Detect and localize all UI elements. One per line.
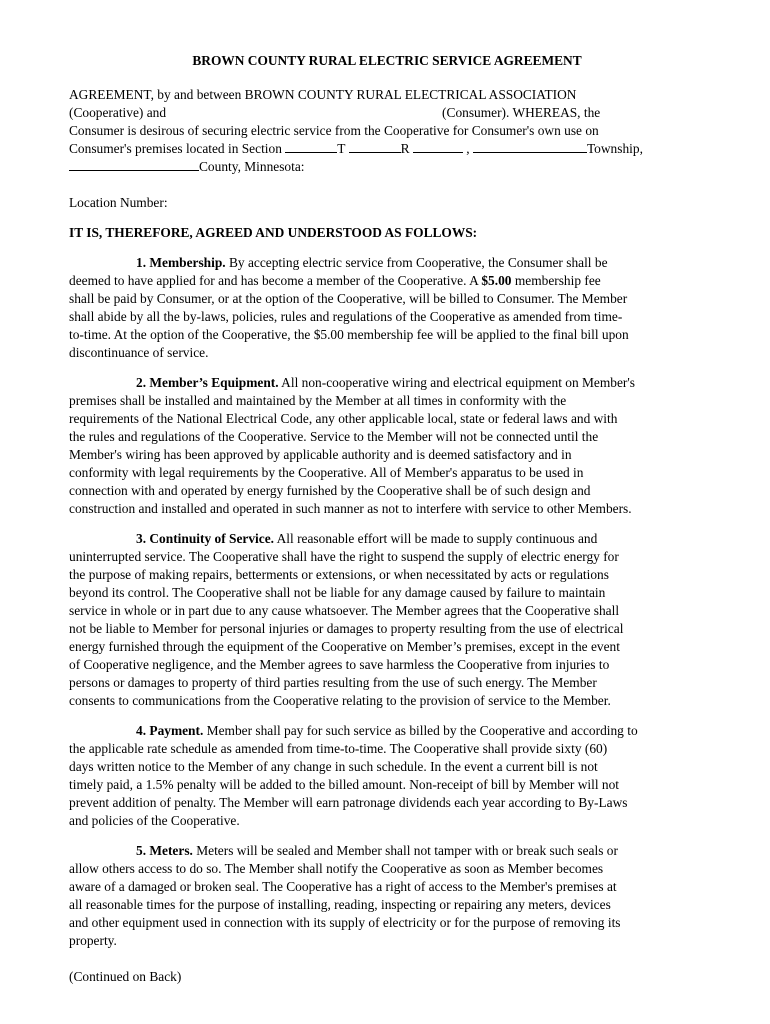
section-line: shall be paid by Consumer, or at the option of the Cooperative, will be billed to Consumer. The Member bbox=[69, 291, 628, 306]
section-line: aware of a damaged or broken seal. The Cooperative has a right of access to the Member's premises at bbox=[69, 879, 617, 894]
section-line: the purpose of making repairs, betterments or extensions, or when necessitated by acts or regulations bbox=[69, 567, 609, 582]
continued-on-back-note: (Continued on Back) bbox=[69, 969, 182, 984]
agreement-page bbox=[69, 52, 705, 986]
section-line: and policies of the Cooperative. bbox=[69, 813, 240, 828]
section-line: days written notice to the Member of any change in such schedule. In the event a current bill is not bbox=[69, 759, 598, 774]
section-line: 1. Membership. By accepting electric service from Cooperative, the Consumer shall be bbox=[136, 255, 608, 270]
section-line: 4. Payment. Member shall pay for such service as billed by the Cooperative and according to bbox=[136, 723, 638, 738]
section-line: deemed to have applied for and has become a member of the Cooperative. A $5.00 membership fee bbox=[69, 273, 601, 288]
section-continuity-of-service bbox=[69, 530, 705, 710]
intro-line-5: County, Minnesota: bbox=[69, 158, 705, 176]
section-line: premises shall be installed and maintained by the Member at all times in conformity with the bbox=[69, 393, 567, 408]
section-heading: 2. Member’s Equipment. bbox=[136, 375, 279, 390]
section-line: and other equipment used in connection with its supply of electricity or for the purpose of removing its bbox=[69, 915, 621, 930]
section-line: consents to communications from the Cooperative relating to the provision of service to the Member. bbox=[69, 693, 611, 708]
section-meters bbox=[69, 842, 705, 950]
section-line: 3. Continuity of Service. All reasonable effort will be made to supply continuous and bbox=[136, 531, 598, 546]
section-heading: 5. Meters. bbox=[136, 843, 193, 858]
section-line: the applicable rate schedule as amended from time-to-time. The Cooperative shall provide sixty (60) bbox=[69, 741, 608, 756]
section-line: timely paid, a 1.5% penalty will be added to the billed amount. Non-receipt of bill by Member will not bbox=[69, 777, 620, 792]
section-members-equipment bbox=[69, 374, 705, 518]
location-number-label: Location Number: bbox=[69, 195, 168, 210]
section-membership bbox=[69, 254, 705, 362]
section-heading: 3. Continuity of Service. bbox=[136, 531, 274, 546]
intro-line-1: AGREEMENT, by and between BROWN COUNTY RURAL ELECTRICAL ASSOCIATION bbox=[69, 87, 577, 102]
intro-line-4: Consumer's premises located in Section T R , Township, bbox=[69, 141, 643, 156]
section-line: connection with and operated by energy furnished by the Cooperative shall be of such design and bbox=[69, 483, 591, 498]
section-line: prevent addition of penalty. The Member will earn patronage dividends each year according to By-Laws bbox=[69, 795, 628, 810]
section-line: all reasonable times for the purpose of installing, reading, inspecting or repairing any meters, devices bbox=[69, 897, 611, 912]
section-line: persons or damages to property of third parties resulting from the use of such energy. The Member bbox=[69, 675, 597, 690]
range-blank[interactable] bbox=[413, 140, 463, 153]
section-line: requirements of the National Electrical Code, any other applicable local, state or federal laws and with bbox=[69, 411, 618, 426]
section-blank[interactable] bbox=[285, 140, 337, 153]
intro-line-3: Consumer is desirous of securing electric service from the Cooperative for Consumer's own use on bbox=[69, 123, 599, 138]
document-title: BROWN COUNTY RURAL ELECTRIC SERVICE AGREEMENT bbox=[192, 53, 582, 68]
section-line: allow others access to do so. The Member shall notify the Cooperative as soon as Member becomes bbox=[69, 861, 604, 876]
section-heading: 4. Payment. bbox=[136, 723, 204, 738]
section-line: the rules and regulations of the Cooperative. Service to the Member will not be connected until the bbox=[69, 429, 599, 444]
section-line: construction and installed and operated in such manner as not to interfere with service to other Members. bbox=[69, 501, 632, 516]
section-line: discontinuance of service. bbox=[69, 345, 209, 360]
county-blank[interactable] bbox=[69, 158, 199, 171]
section-line: beyond its control. The Cooperative shall not be liable for any damage caused by failure to maintain bbox=[69, 585, 606, 600]
section-line: energy furnished through the equipment of the Cooperative on Member’s premises, except in the event bbox=[69, 639, 620, 654]
section-line: Member's wiring has been approved by applicable authority and is deemed satisfactory and in bbox=[69, 447, 572, 462]
section-payment bbox=[69, 722, 705, 830]
township-number-blank[interactable] bbox=[349, 140, 401, 153]
section-line: to-time. At the option of the Cooperative, the $5.00 membership fee will be applied to the final bill upon bbox=[69, 327, 629, 342]
membership-fee-amount: $5.00 bbox=[481, 273, 512, 288]
section-line: service in whole or in part due to any cause whatsoever. The Member agrees that the Cooperative shall bbox=[69, 603, 620, 618]
township-name-blank[interactable] bbox=[473, 140, 587, 153]
section-line: conformity with legal requirements by the Cooperative. All of Member's apparatus to be used in bbox=[69, 465, 584, 480]
intro-line-2: (Cooperative) and (Consumer). WHEREAS, the bbox=[69, 105, 601, 120]
section-line: shall abide by all the by-laws, policies, rules and regulations of the Cooperative as amended from time- bbox=[69, 309, 623, 324]
section-heading: 1. Membership. bbox=[136, 255, 226, 270]
intro-paragraph bbox=[69, 86, 705, 176]
section-line: uninterrupted service. The Cooperative shall have the right to suspend the supply of electric energy for bbox=[69, 549, 619, 564]
section-line: not be liable to Member for personal injuries or damages to property resulting from the use of electrical bbox=[69, 621, 624, 636]
section-line: 5. Meters. Meters will be sealed and Member shall not tamper with or break such seals or bbox=[136, 843, 618, 858]
section-line: of Cooperative negligence, and the Member agrees to save harmless the Cooperative from injuries to bbox=[69, 657, 610, 672]
agreement-heading: IT IS, THEREFORE, AGREED AND UNDERSTOOD AS FOLLOWS: bbox=[69, 225, 478, 240]
section-line: property. bbox=[69, 933, 117, 948]
section-line: 2. Member’s Equipment. All non-cooperative wiring and electrical equipment on Member's bbox=[136, 375, 635, 390]
